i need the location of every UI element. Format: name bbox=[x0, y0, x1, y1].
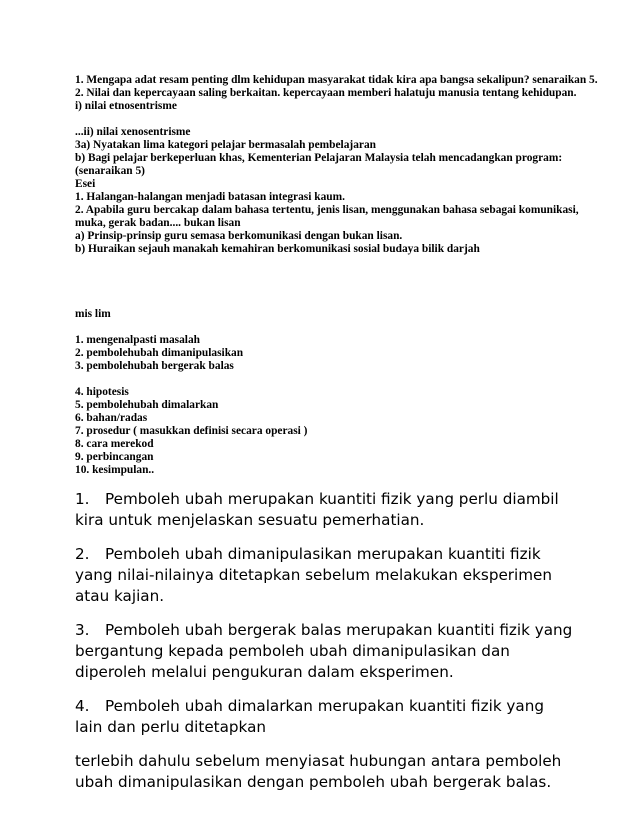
question-line: 1. Mengapa adat resam penting dlm kehidupan masyarakat tidak kira apa bangsa sekalipun? senaraikan 5. bbox=[75, 74, 598, 86]
definition-number: 3. bbox=[75, 621, 90, 639]
step-item: 4. hipotesis bbox=[75, 386, 129, 398]
definition-text: Pemboleh ubah dimanipulasikan merupakan kuantiti fizik yang nilai-nilainya ditetapkan sebelum melakukan eksperimen atau kajian. bbox=[75, 545, 553, 605]
step-item: 9. perbincangan bbox=[75, 451, 154, 463]
definition-paragraph bbox=[75, 489, 575, 531]
step-item: 3. pembolehubah bergerak balas bbox=[75, 360, 234, 372]
definition-text: Pemboleh ubah merupakan kuantiti fizik yang perlu diambil kira untuk menjelaskan sesuatu pemerhatian. bbox=[75, 490, 559, 529]
question-line: Esei bbox=[75, 178, 96, 190]
definition-text: Pemboleh ubah bergerak balas merupakan kuantiti fizik yang bergantung kepada pemboleh ubah dimanipulasikan dan diperoleh melalui pengukuran dalam eksperimen. bbox=[75, 621, 573, 681]
question-line: ...ii) nilai xenosentrisme bbox=[75, 126, 191, 138]
definition-number: 1. bbox=[75, 490, 90, 508]
step-item: 7. prosedur ( masukkan definisi secara operasi ) bbox=[75, 425, 308, 437]
question-line: 2. Apabila guru bercakap dalam bahasa tertentu, jenis lisan, menggunakan bahasa sebagai komunikasi, bbox=[75, 204, 579, 216]
step-item: 8. cara merekod bbox=[75, 438, 154, 450]
question-line: (senaraikan 5) bbox=[75, 165, 145, 177]
question-line: b) Huraikan sejauh manakah kemahiran berkomunikasi sosial budaya bilik darjah bbox=[75, 243, 480, 255]
question-line: b) Bagi pelajar berkeperluan khas, Kementerian Pelajaran Malaysia telah mencadangkan program: bbox=[75, 152, 563, 164]
questions-block bbox=[75, 74, 598, 477]
step-item: 1. mengenalpasti masalah bbox=[75, 334, 200, 346]
step-item: 5. pembolehubah dimalarkan bbox=[75, 399, 219, 411]
question-line: 1. Halangan-halangan menjadi batasan integrasi kaum. bbox=[75, 191, 345, 203]
definition-continuation: terlebih dahulu sebelum menyiasat hubungan antara pemboleh ubah dimanipulasikan dengan pemboleh ubah bergerak balas. bbox=[75, 752, 562, 791]
step-item: 10. kesimpulan.. bbox=[75, 464, 155, 476]
definition-paragraph bbox=[75, 544, 575, 607]
question-line: muka, gerak badan.... bukan lisan bbox=[75, 217, 241, 229]
definition-number: 4. bbox=[75, 697, 90, 715]
definition-text: Pemboleh ubah dimalarkan merupakan kuantiti fizik yang lain dan perlu ditetapkan bbox=[75, 697, 544, 736]
question-line: a) Prinsip-prinsip guru semasa berkomunikasi dengan bukan lisan. bbox=[75, 230, 403, 242]
step-item: 6. bahan/radas bbox=[75, 412, 148, 424]
definition-paragraph bbox=[75, 620, 575, 683]
definition-number: 2. bbox=[75, 545, 90, 563]
mis-lim-heading: mis lim bbox=[75, 308, 111, 320]
question-line: 3a) Nyatakan lima kategori pelajar bermasalah pembelajaran bbox=[75, 139, 376, 151]
question-line: i) nilai etnosentrisme bbox=[75, 100, 177, 112]
document-page bbox=[75, 74, 598, 806]
definition-paragraph bbox=[75, 696, 575, 738]
question-line: 2. Nilai dan kepercayaan saling berkaitan. kepercayaan memberi halatuju manusia tentang kehidupan. bbox=[75, 87, 577, 99]
definitions-block bbox=[75, 489, 575, 793]
step-item: 2. pembolehubah dimanipulasikan bbox=[75, 347, 244, 359]
